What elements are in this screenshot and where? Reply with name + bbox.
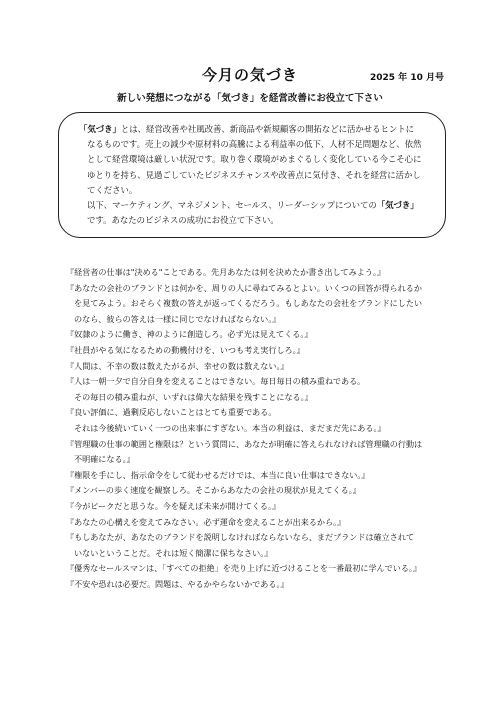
intro-line: ゆとりを持ち、見過ごしていたビジネスチャンスや改善点に気付き、それを経営に活かし <box>87 169 421 180</box>
quote-line: 『権限を手にし、指示命令をして従わせるだけでは、本当に良い仕事はできない。』 <box>66 469 370 480</box>
intro-text: とは、経営改善や社風改善、新商品や新規顧客の開拓などに活かせるヒントに <box>120 124 414 134</box>
quote-list <box>66 265 486 592</box>
intro-line: です。あなたのビジネスの成功にお役立て下さい。 <box>87 215 279 226</box>
issue-date: 2025 年 10 月号 <box>370 73 444 83</box>
quote-line: 『人は一朝一夕で自分自身を変えることはできない。毎日毎日の積み重ねである。 <box>66 376 366 387</box>
quote-line: 『管理職の仕事の範囲と権限は？という質問に、あなたが明確に答えられなければ管理職の行動は <box>66 438 423 449</box>
quote-line: のなら、彼らの答えは一様に同じでなければならない。』 <box>74 313 281 324</box>
quote-line: 『優秀なセールスマンは、「すべての拒絶」を売り上げに近づけることを一番最初に学んでいる。』 <box>66 563 422 574</box>
quote-line: 不明確になる。』 <box>74 454 135 465</box>
page-subtitle: 新しい発想につながる「気づき」を経営改善にお役立て下さい <box>117 93 383 104</box>
intro-keyword: 「気づき」 <box>79 124 121 134</box>
intro-text: 以下、マーケティング、マネジメント、セールス、リーダーシップについての <box>87 200 377 211</box>
intro-box <box>58 112 446 238</box>
intro-line <box>79 122 433 137</box>
quote-line: その毎日の積み重ねが、いずれは偉大な結果を残すことになる。』 <box>74 391 313 402</box>
quote-line: それは今後続いていく一つの出来事にすぎない。本当の利益は、まだまだ先にある。』 <box>74 422 386 433</box>
quote-line: 『良い評価に、過剰反応しないことはとても重要である。 <box>66 407 277 418</box>
quote-line: 『社員がやる気になるための動機付けを、いつも考え実行しろ。』 <box>66 344 305 355</box>
quote-line: 『人間は、不幸の数は数えたがるが、幸せの数は数えない。』 <box>66 360 289 371</box>
quote-line: 『メンバーの歩く速度を観察しろ。そこからあなたの会社の現状が見えてくる。』 <box>66 485 361 496</box>
intro-line: てください。 <box>87 184 138 195</box>
quote-line: 『今がピークだと思うな。今を疑えば未来が開けてくる。』 <box>66 500 281 511</box>
intro-line: として経営環境は厳しい状況です。取り巻く環境がめまぐるしく変化している今こそ心に <box>87 154 422 165</box>
intro-keyword: 「気づき」 <box>376 200 419 211</box>
quote-line: 『経営者の仕事は"決める"ことである。先月あなたは何を決めたか書き出してみよう。』 <box>66 267 386 277</box>
quote-line: 『不安や恐れは必要だ。問題は、やるかやらないかである。』 <box>66 578 289 589</box>
quote-line: 『奴隷のように働き、神のように創造しろ。必ず光は見えてくる。』 <box>66 329 313 340</box>
intro-line: なるものです。売上の減少や原材料の高騰による利益率の低下、人材不足問題など、依然 <box>87 139 422 150</box>
quote-line: 『あなたの心構えを変えてみなさい。必ず運命を変えることが出来るから。』 <box>66 516 346 527</box>
quote-line: 『もしあなたが、あなたのブランドを説明しなければならないなら、まだブランドは確立されて <box>66 532 415 543</box>
quote-line: を見てみよう。おそらく複数の答えが返ってくるだろう。もしあなたの会社をブランドにしたい <box>74 298 423 309</box>
quote-line: いないということだ。それは短く簡潔に保ちなさい。』 <box>74 547 273 558</box>
quote-line: 『あなたの会社のブランドとは何かを、周りの人に尋ねてみるとよい。いくつの回答が得られるか <box>66 282 422 293</box>
page-title: 今月の気づき <box>201 66 298 84</box>
intro-line <box>79 198 433 213</box>
